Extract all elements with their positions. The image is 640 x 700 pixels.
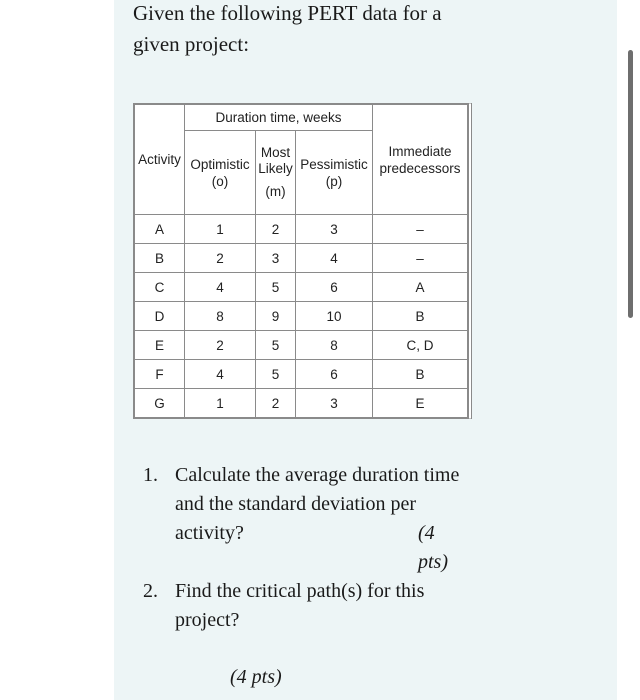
cell-optimistic: 4: [185, 273, 256, 302]
cell-activity: D: [135, 302, 185, 331]
cell-optimistic: 2: [185, 244, 256, 273]
table-row: [135, 360, 468, 389]
cell-predecessors: –: [373, 244, 468, 273]
scrollbar[interactable]: [628, 50, 633, 318]
header-duration-time: Duration time, weeks: [185, 105, 373, 131]
task-list: [143, 461, 463, 635]
cell-most-likely: 5: [256, 360, 296, 389]
cell-predecessors: B: [373, 302, 468, 331]
cell-pessimistic: 3: [296, 215, 373, 244]
cell-pessimistic: 10: [296, 302, 373, 331]
cell-most-likely: 5: [256, 273, 296, 302]
table-header-row: [135, 105, 468, 131]
cell-pessimistic: 6: [296, 273, 373, 302]
list-item-text: Calculate the average duration time and the standard deviation per activity?: [175, 464, 460, 544]
table-row: [135, 331, 468, 360]
cell-predecessors: –: [373, 215, 468, 244]
header-activity: Activity: [135, 105, 185, 215]
header-pessimistic-label: Pessimistic: [300, 156, 368, 172]
pert-table: [133, 103, 472, 419]
header-predecessors-line1: Immediate: [388, 143, 452, 159]
table-row: [135, 273, 468, 302]
table-row: [135, 302, 468, 331]
cell-activity: E: [135, 331, 185, 360]
cell-pessimistic: 6: [296, 360, 373, 389]
cell-activity: B: [135, 244, 185, 273]
cell-activity: F: [135, 360, 185, 389]
list-item: [143, 461, 463, 573]
cell-predecessors: C, D: [373, 331, 468, 360]
cell-pessimistic: 8: [296, 331, 373, 360]
cell-activity: A: [135, 215, 185, 244]
cell-predecessors: A: [373, 273, 468, 302]
header-most-likely: [256, 131, 296, 215]
header-optimistic-label: Optimistic: [190, 156, 250, 172]
cell-most-likely: 3: [256, 244, 296, 273]
list-item-number: 1.: [143, 464, 158, 486]
cell-optimistic: 8: [185, 302, 256, 331]
header-pessimistic: [296, 131, 373, 215]
header-predecessors: [373, 105, 468, 215]
cell-activity: C: [135, 273, 185, 302]
cell-optimistic: 1: [185, 215, 256, 244]
cell-predecessors: E: [373, 389, 468, 418]
cell-activity: G: [135, 389, 185, 418]
list-item-number: 2.: [143, 580, 158, 602]
cell-pessimistic: 4: [296, 244, 373, 273]
header-optimistic-symbol: (o): [211, 173, 229, 189]
header-optimistic: [185, 131, 256, 215]
table-row: [135, 244, 468, 273]
cell-most-likely: 2: [256, 389, 296, 418]
cell-optimistic: 2: [185, 331, 256, 360]
header-most-likely-line2: Likely: [258, 161, 293, 176]
cell-predecessors: B: [373, 360, 468, 389]
table-row: [135, 389, 468, 418]
cell-optimistic: 1: [185, 389, 256, 418]
list-item-points: (4 pts): [418, 522, 448, 573]
cell-pessimistic: 3: [296, 389, 373, 418]
cell-most-likely: 2: [256, 215, 296, 244]
list-item: [143, 577, 463, 635]
header-pessimistic-symbol: (p): [325, 173, 343, 189]
header-predecessors-line2: predecessors: [379, 160, 461, 176]
table-row: [135, 215, 468, 244]
question-text: Given the following PERT data for a given project:: [133, 1, 442, 56]
header-most-likely-symbol: (m): [265, 184, 286, 199]
header-most-likely-line1: Most: [260, 145, 291, 160]
list-item-text: Find the critical path(s) for this project?: [175, 580, 425, 631]
cell-most-likely: 5: [256, 331, 296, 360]
cell-optimistic: 4: [185, 360, 256, 389]
cell-most-likely: 9: [256, 302, 296, 331]
list-item-points: (4 pts): [230, 666, 282, 688]
